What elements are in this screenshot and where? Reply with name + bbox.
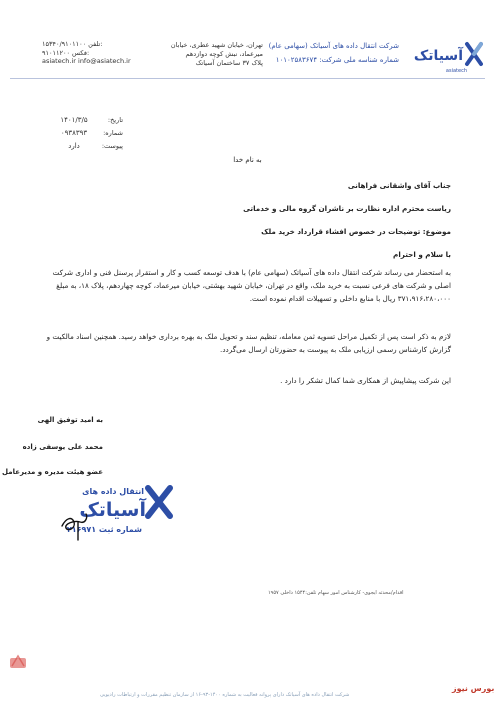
address-line-3: پلاک ۳۷ ساختمان آسیاتک xyxy=(195,59,263,67)
stamp-line-2: شماره ثبت ۲۱۶۹۷۱ xyxy=(66,525,142,534)
logo-wordmark: آسیاتک xyxy=(413,48,463,64)
stamp-line-1: انتقال داده های xyxy=(82,487,144,496)
bourse-news-watermark: بورس نیوز xyxy=(452,684,495,693)
logo-latin: asiatech xyxy=(445,68,467,74)
addressee-title: ریاست محترم اداره نظارت بر ناشران گروه مالی و خدماتی xyxy=(243,204,451,213)
number-row xyxy=(58,129,123,139)
signer-title: عضو هیئت مدیره و مدیرعامل xyxy=(2,468,103,476)
paragraph-2: لازم به ذکر است پس از تکمیل مراحل تسویه ثمن معامله، تنظیم سند و تحویل ملک به بهره برداری خواهد رسید. همچنین اسناد مالکیت و گزارش کارشناس رسمی ارزیابی ملک به پیوست به حضورتان ارسال می‌گردد. xyxy=(46,332,451,354)
signer-name: محمد علی یوسفی زاده xyxy=(22,443,103,451)
stamp-brand: آسیاتک xyxy=(79,499,146,521)
paragraph-1: به استحضار می رساند شرکت انتقال داده های آسیاتک (سهامی عام) با هدف توسعه کسب و کار و استقرار پرسنل فنی و اداری شرکت اصلی و شرکت های فرعی نسبت به خرید ملک، واقع در تهران، خیابان شهید بهشتی، خیابان میرعماد، کوچه چهاردهم، پلاک ۱۸، به مبلغ ۳۷۱،۹۱۶،۲۸۰،۰۰۰ ریال با منابع داخلی و تسهیلات اقدام نموده است. xyxy=(52,268,451,303)
footer-preparer-note: اقدام/محدثه ایجوی- کارشناس امور سهام تلفن:۱۵۴۴ داخلی ۱۹۵۷ xyxy=(268,590,404,596)
phone-value: ۱۵۳۴۰/۹۱۰۱۱۰۰ xyxy=(42,40,87,48)
side-watermark-icon xyxy=(8,652,28,672)
company-address xyxy=(148,41,263,68)
attachment-row xyxy=(58,142,123,152)
phone-row xyxy=(42,40,132,49)
footer-license-strip: شرکت انتقال داده های آسیاتک دارای پروانه فعالیت به شماره ۱۴۰۰-۹۳-۱۶ از سازمان تنظیم مقررات و ارتباطات رادیویی xyxy=(100,692,350,698)
handwritten-signature xyxy=(58,510,92,542)
company-name: شرکت انتقال داده های آسیاتک (سهامی عام) xyxy=(268,42,399,50)
contact-block xyxy=(42,40,132,66)
date-value: ۱۴۰۱/۳/۵ xyxy=(60,116,88,124)
address-line-2: میرعماد، نبش کوچه دوازدهم xyxy=(185,50,263,58)
closing-line: به امید توفیق الهی xyxy=(37,416,103,424)
subject-line: موضوع: توضیحات در خصوص افشاء قرارداد خرید ملک xyxy=(261,227,451,236)
date-row xyxy=(58,116,123,126)
x-mark-icon xyxy=(467,44,481,64)
addressee-name: جناب آقای واشقانی فراهانی xyxy=(347,181,451,190)
number-label: شماره: xyxy=(103,129,123,137)
fax-value: ۹۱۰۱۱۲۰۰ xyxy=(42,48,70,57)
registration-number: شماره شناسه ملی شرکت: ۱۰۱۰۲۵۸۳۶۷۴ xyxy=(275,56,399,64)
address-line-1: تهران، خیابان شهید عطری، خیابان xyxy=(170,41,263,49)
attachment-value: دارد xyxy=(68,142,80,150)
web-email: asiatech.ir info@asiatech.ir xyxy=(42,57,131,65)
bismillah: به نام خدا xyxy=(233,156,262,164)
greeting: با سلام و احترام xyxy=(393,250,451,259)
paragraph-3: این شرکت پیشاپیش از همکاری شما کمال تشکر را دارد . xyxy=(280,376,451,385)
number-value: ۰۹۳۸۳۹۳ xyxy=(60,129,88,137)
stamp-x-mark-icon xyxy=(148,488,170,516)
fax-row xyxy=(42,49,132,58)
phone-label: تلفن: xyxy=(88,40,103,48)
asiatech-logo xyxy=(411,40,483,70)
attachment-label: پیوست: xyxy=(101,142,123,150)
date-label: تاریخ: xyxy=(107,116,123,124)
header-divider xyxy=(10,78,485,79)
fax-label: فکس: xyxy=(72,48,90,57)
